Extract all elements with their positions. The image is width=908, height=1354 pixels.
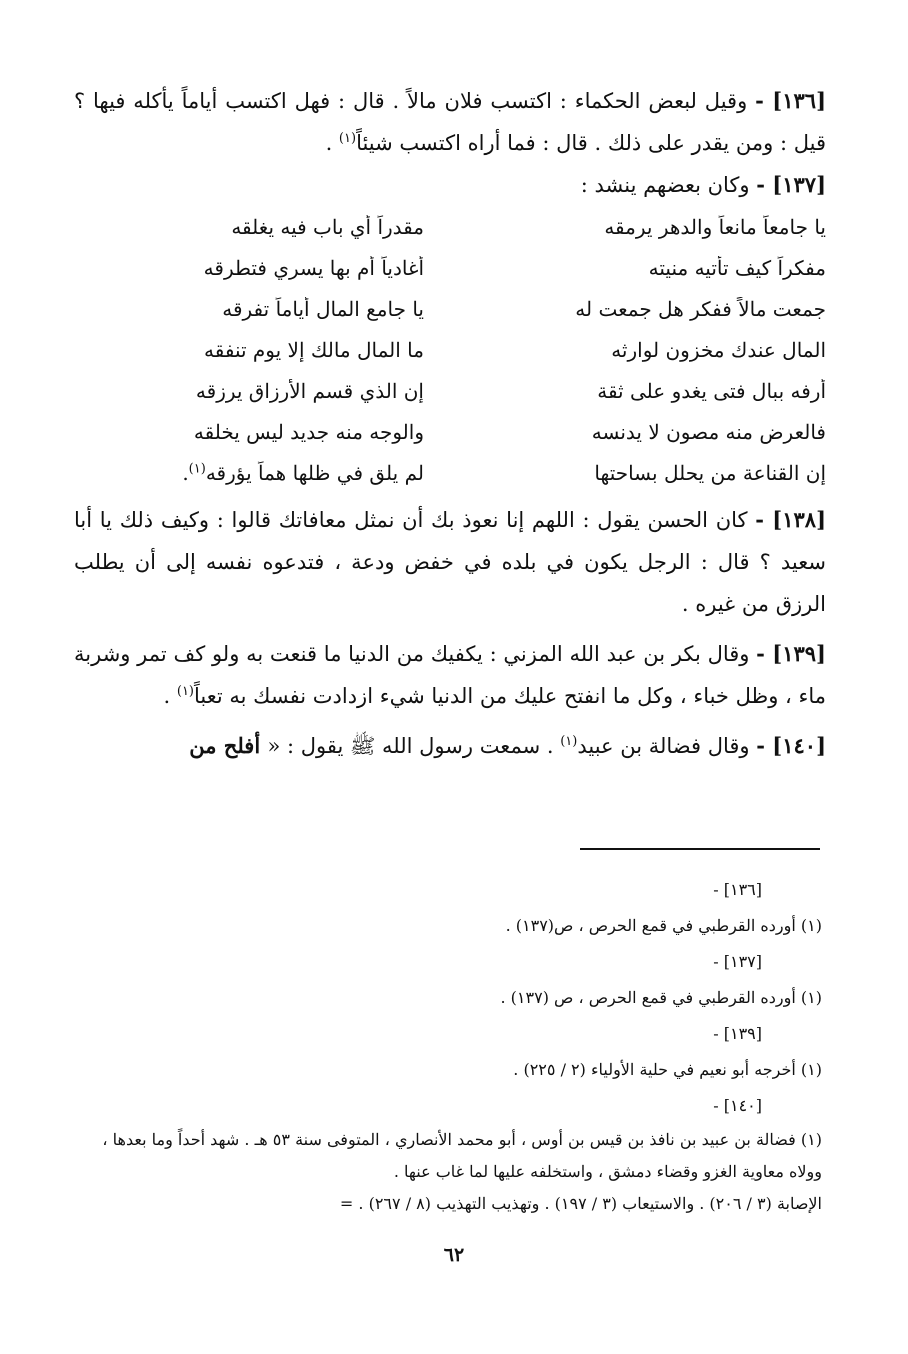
footnotes xyxy=(72,872,822,1220)
verse-first-hemistich: يا جامعاً مانعاً والدهر يرمقه xyxy=(604,214,826,239)
footnote: (١) فضالة بن عبيد بن نافذ بن قيس بن أوس ، أبو محمد الأنصاري ، المتوفى سنة ٥٣ هـ . شهد أحداً وما بعدها ، وولاه معاوية الغزو وقضاء دمشق ، واستخلفه عليها لما غاب عنها . xyxy=(102,1130,822,1181)
entry-number: [١٣٨] - xyxy=(755,507,826,532)
footnote-sources: الإصابة (٣ / ٢٠٦) . والاستيعاب (٣ / ١٩٧) . وتهذيب التهذيب (٨ / ٢٦٧) . = xyxy=(339,1194,822,1213)
paragraph-137 xyxy=(74,164,826,206)
poem-verse xyxy=(74,206,826,247)
paragraph-text: وكان بعضهم ينشد : xyxy=(580,173,757,197)
verse-second-hemistich: ما المال مالك إلا يوم تنفقه xyxy=(204,337,424,362)
footnote: (١) أورده القرطبي في قمع الحرص ، ص(١٣٧) . xyxy=(505,916,822,935)
verse-first-hemistich: المال عندك مخزون لوارثه xyxy=(611,337,826,362)
verse-second-hemistich: أغادياً أم بها يسري فتطرقه xyxy=(203,255,424,280)
entry-number: [١٤٠] - xyxy=(756,733,826,758)
verse-second-hemistich: إن الذي قسم الأرزاق يرزقه xyxy=(195,378,424,403)
footnote: (١) أورده القرطبي في قمع الحرص ، ص (١٣٧) . xyxy=(500,988,822,1007)
poem-verse xyxy=(74,370,826,411)
footnote-section-ref: [١٣٦] - xyxy=(713,880,762,899)
entry-number: [١٣٧] - xyxy=(756,172,826,197)
footnote-ref[interactable]: (١) xyxy=(188,460,206,476)
main-text xyxy=(74,80,826,767)
poem xyxy=(74,206,826,493)
verse-second-hemistich: لم يلق في ظلها هماً يؤرقه$^{(١)}$. xyxy=(182,460,424,485)
page-number: ٦٢ xyxy=(443,1244,465,1266)
poem-verse xyxy=(74,288,826,329)
verse-second-hemistich: والوجه منه جديد ليس يخلقه xyxy=(193,419,424,444)
footnote-ref[interactable]: (١) xyxy=(176,684,194,699)
entry-number: [١٣٩] - xyxy=(756,641,826,666)
paragraph-138 xyxy=(74,499,826,625)
footnote-section-ref: [١٣٧] - xyxy=(713,952,762,971)
poem-verse xyxy=(74,452,826,493)
verse-second-hemistich: مقدراً أي باب فيه يغلقه xyxy=(231,214,424,239)
paragraph-text: وقيل لبعض الحكماء : اكتسب فلان مالاً . قال : فهل اكتسب أياماً يأكله فيها ؟ قيل : ومن يقدر على ذلك . قال : فما أراه اكتسب شيئاً xyxy=(74,89,826,155)
paragraph-text: كان الحسن يقول : اللهم إنا نعوذ بك أن نمثل معافاتك قالوا : وكيف ذلك يا أبا سعيد ؟ قال : الرجل يكون في بلده في خفض ودعة ، فتدعوه نفسه إلى أن يطلب الرزق من غيره . xyxy=(74,508,826,616)
paragraph-140: [١٤٠] - وقال فضالة بن عبيد$^{(١)}$ . سمعت رسول الله ﷺ يقول : « أفلح من xyxy=(189,733,826,758)
paragraph-136: [١٣٦] - وقيل لبعض الحكماء : اكتسب فلان مالاً . قال : فهل اكتسب أياماً يأكله فيها ؟ قيل : ومن يقدر على ذلك . قال : فما أراه اكتسب شيئاً$^{(١)}$ . xyxy=(74,88,827,155)
poem-verse xyxy=(74,411,826,452)
verse-first-hemistich: مفكراً كيف تأتيه منيته xyxy=(648,255,826,280)
paragraph-139: [١٣٩] - وقال بكر بن عبد الله المزني : يكفيك من الدنيا ما قنعت به ولو كف تمر وشربة ماء ، وظل خباء ، وكل ما انفتح عليك من الدنيا شيء ازدادت نفسك به تعباً$^{(١)}$ . xyxy=(74,641,826,708)
verse-first-hemistich: إن القناعة من يحلل بساحتها xyxy=(594,460,826,485)
footnote: (١) أخرجه أبو نعيم في حلية الأولياء (٢ / ٢٢٥) . xyxy=(513,1060,822,1079)
poem-verse xyxy=(74,247,826,288)
footnote-section-ref: [١٣٩] - xyxy=(713,1024,762,1043)
entry-number: [١٣٦] - xyxy=(755,88,827,113)
poem-verse xyxy=(74,329,826,370)
paragraph-text: وقال بكر بن عبد الله المزني : يكفيك من الدنيا ما قنعت به ولو كف تمر وشربة ماء ، وظل خباء ، وكل ما انفتح عليك من الدنيا شيء ازدادت نفسك به تعباً xyxy=(74,642,826,708)
verse-second-hemistich: يا جامع المال أياماً تفرقه xyxy=(222,296,424,321)
footnote-section-ref: [١٤٠] - xyxy=(713,1096,762,1115)
footnote-ref[interactable]: (١) xyxy=(338,131,357,146)
footnote-separator xyxy=(580,848,820,850)
verse-first-hemistich: أرفه ببال فتى يغدو على ثقة xyxy=(597,378,826,403)
footnote-ref[interactable]: (١) xyxy=(560,734,578,749)
verse-first-hemistich: فالعرض منه مصون لا يدنسه xyxy=(591,419,826,444)
verse-first-hemistich: جمعت مالاً ففكر هل جمعت له xyxy=(575,296,826,321)
paragraph-text: وقال فضالة بن عبيد xyxy=(577,734,757,758)
hadith-start: أفلح من xyxy=(189,733,268,758)
